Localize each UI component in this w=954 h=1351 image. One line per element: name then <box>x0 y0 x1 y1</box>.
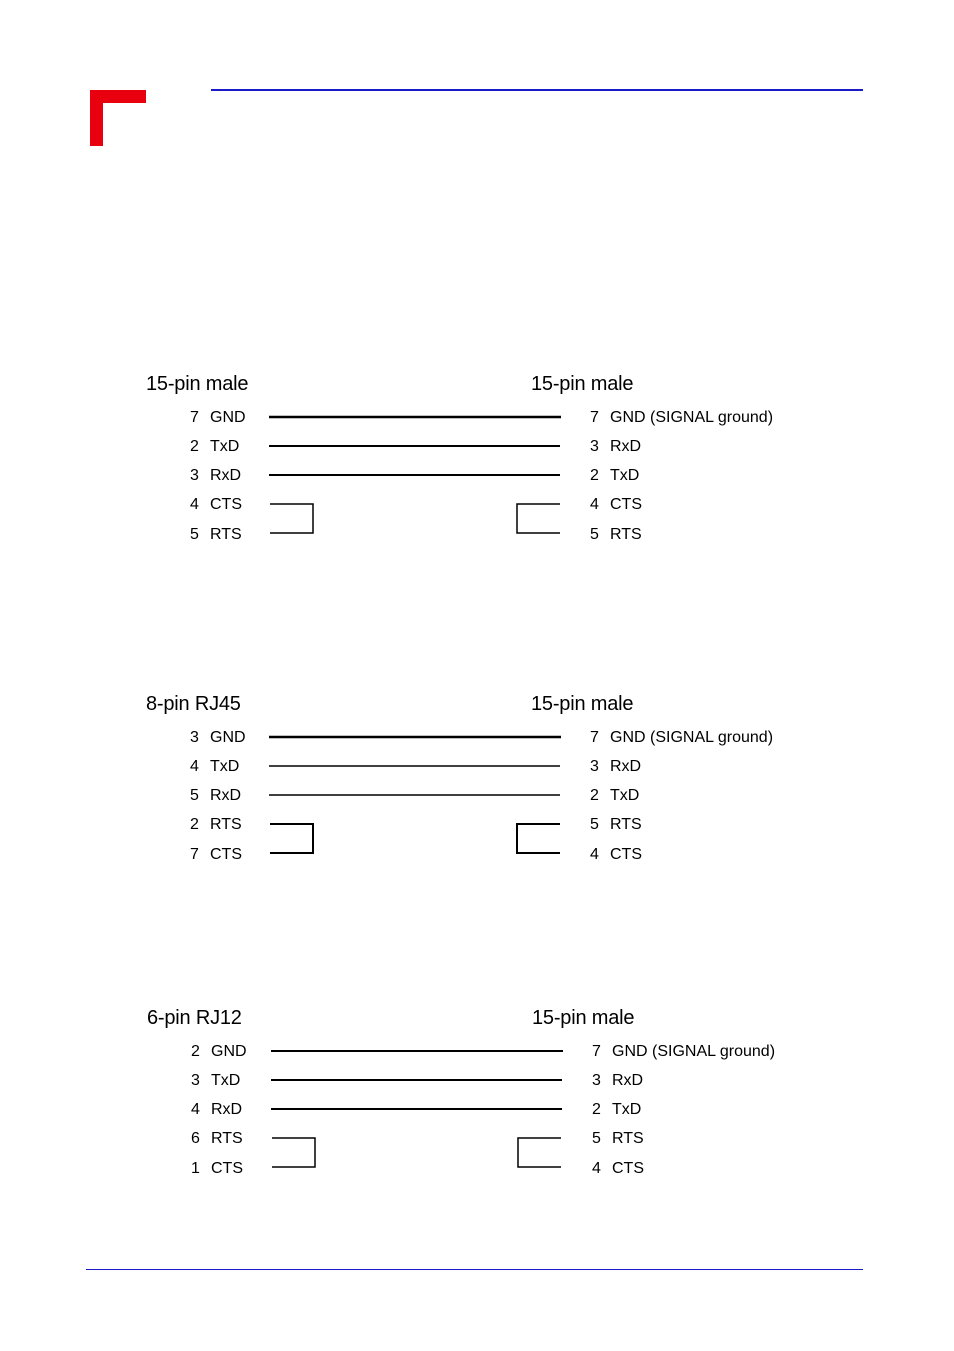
left-pin-5: 1 CTS <box>191 1160 243 1177</box>
left-connector-title: 6-pin RJ12 <box>147 1007 242 1029</box>
left-loopback <box>270 504 313 533</box>
left-pin-4: 6 RTS <box>191 1130 243 1147</box>
right-pin-3: 2 TxD <box>590 467 640 484</box>
right-connector-title: 15-pin male <box>531 693 634 715</box>
left-pin-3: 4 RxD <box>191 1101 243 1118</box>
right-pin-1: 7 GND (SIGNAL ground) <box>592 1043 776 1060</box>
right-pin-1: 7 GND (SIGNAL ground) <box>590 409 774 426</box>
right-pin-1: 7 GND (SIGNAL ground) <box>590 729 774 746</box>
left-pin-3: 5 RxD <box>190 787 242 804</box>
left-pin-4: 2 RTS <box>190 816 242 833</box>
left-loopback <box>270 824 313 853</box>
wiring-lines <box>0 690 954 890</box>
header-rule <box>211 89 863 91</box>
right-pin-4: 5 RTS <box>592 1130 644 1147</box>
wiring-diagram-2 <box>0 690 954 890</box>
left-pin-2: 3 TxD <box>191 1072 241 1089</box>
right-loopback <box>518 1138 561 1167</box>
right-pin-4: 5 RTS <box>590 816 642 833</box>
right-loopback <box>517 824 560 853</box>
left-connector-title: 8-pin RJ45 <box>146 693 241 715</box>
right-pin-4: 4 CTS <box>590 496 642 513</box>
left-pin-2: 4 TxD <box>190 758 240 775</box>
right-pin-5: 5 RTS <box>590 526 642 543</box>
left-pin-5: 7 CTS <box>190 846 242 863</box>
wiring-lines <box>0 1004 954 1204</box>
footer-rule <box>86 1269 863 1270</box>
left-pin-4: 4 CTS <box>190 496 242 513</box>
left-pin-1: 3 GND <box>190 729 246 746</box>
right-pin-5: 4 CTS <box>590 846 642 863</box>
left-pin-1: 7 GND <box>190 409 246 426</box>
wiring-diagram-1 <box>0 370 954 570</box>
right-connector-title: 15-pin male <box>531 373 634 395</box>
left-pin-5: 5 RTS <box>190 526 242 543</box>
right-pin-5: 4 CTS <box>592 1160 644 1177</box>
corner-mark-vertical <box>90 90 103 146</box>
right-pin-2: 3 RxD <box>592 1072 644 1089</box>
left-pin-2: 2 TxD <box>190 438 240 455</box>
right-connector-title: 15-pin male <box>532 1007 635 1029</box>
right-pin-3: 2 TxD <box>590 787 640 804</box>
left-pin-3: 3 RxD <box>190 467 242 484</box>
right-pin-2: 3 RxD <box>590 438 642 455</box>
wiring-diagram-3 <box>0 1004 954 1204</box>
left-loopback <box>272 1138 315 1167</box>
wiring-lines <box>0 370 954 570</box>
right-loopback <box>517 504 560 533</box>
right-pin-2: 3 RxD <box>590 758 642 775</box>
right-pin-3: 2 TxD <box>592 1101 642 1118</box>
left-connector-title: 15-pin male <box>146 373 249 395</box>
left-pin-1: 2 GND <box>191 1043 247 1060</box>
